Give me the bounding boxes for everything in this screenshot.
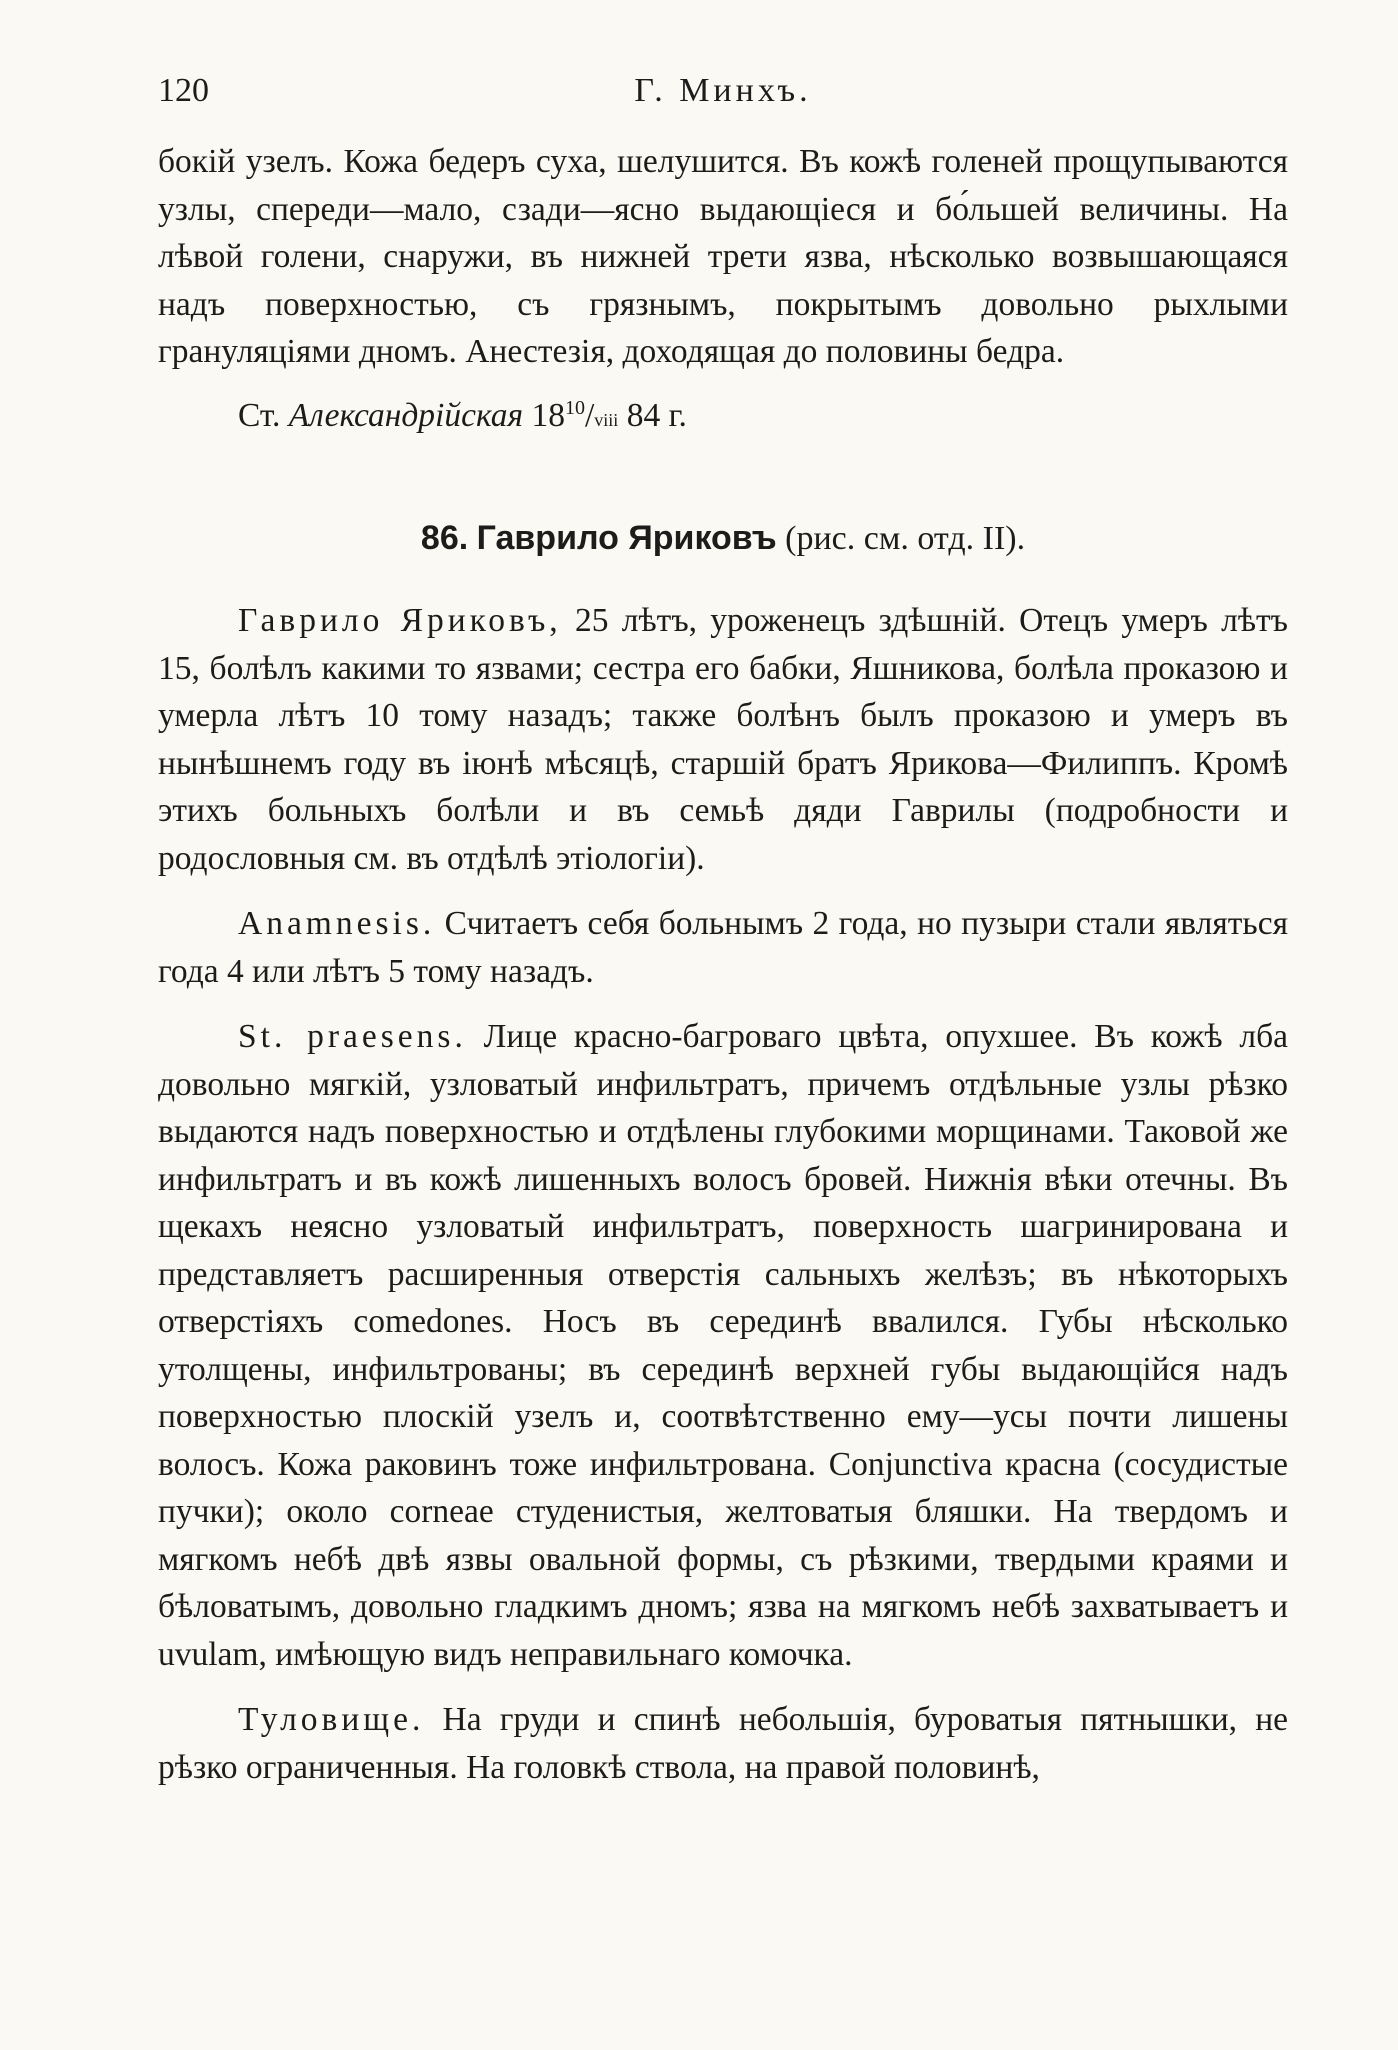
anamnesis-lead: Anamnesis. xyxy=(238,905,436,942)
anamnesis-paragraph xyxy=(158,900,1288,995)
status-praesens-text: Лице красно-багроваго цвѣта, опухшее. Въ кожѣ лба довольно мягкій, узловатый инфильтратъ, причемъ отдѣльные узлы рѣзко выдаются надъ поверхностью и отдѣлены глубокими морщинами. Таковой же инфильтратъ и въ кожѣ лишенныхъ волосъ бровей. Нижнія вѣки отечны. Въ щекахъ неясно узловатый инфильтратъ, поверхность шагринирована и представляетъ расширенныя отверстія сальныхъ желѣзъ; въ нѣкоторыхъ отверстіяхъ comedones. Носъ въ серединѣ ввалился. Губы нѣсколько утолщены, инфильтрованы; въ серединѣ верхней губы выдающійся надъ поверхностью плоскій узелъ и, соотвѣтственно ему—усы почти лишены волосъ. Кожа раковинъ тоже инфильтрована. Conjunctiva красна (сосудистые пучки); около corneae студенистыя, желтоватыя бляшки. На твердомъ и мягкомъ небѣ двѣ язвы овальной формы, съ рѣзкими, твердыми краями и бѣловатымъ, довольно гладкимъ дномъ; язва на мягкомъ небѣ захватываетъ и uvulam, имѣющую видъ неправильнаго комочка. xyxy=(158,1018,1288,1673)
signature-place: Александрійская xyxy=(288,396,524,434)
intro-paragraph: бокій узелъ. Кожа бедеръ суха, шелушится. Въ кожѣ голеней прощупываются узлы, спереди—мало, сзади—ясно выдающіеся и бо́льшей величины. На лѣвой голени, снаружи, въ нижней трети язва, нѣсколько возвышающаяся надъ поверхностью, съ грязнымъ, покрытымъ довольно рыхлыми грануляціями дномъ. Анестезія, доходящая до половины бедра. xyxy=(158,143,1288,370)
page-number: 120 xyxy=(158,72,209,109)
family-history-text: 25 лѣтъ, уроженецъ здѣшній. Отецъ умеръ лѣтъ 15, болѣлъ какими то язвами; сестра его бабки, Яшникова, болѣла проказою и умерла лѣтъ 10 тому назадъ; также болѣнъ былъ проказою и умеръ въ нынѣшнемъ году въ іюнѣ мѣсяцѣ, старшій братъ Ярикова—Филиппъ. Кромѣ этихъ больныхъ болѣли и въ семьѣ дяди Гаврилы (подробности и родословныя см. въ отдѣлѣ этіологіи). xyxy=(158,602,1288,877)
status-praesens-paragraph xyxy=(158,1013,1288,1678)
signature-date-day: 18 xyxy=(531,396,565,434)
signature-prefix: Ст. xyxy=(238,396,281,434)
signature-date-year: 84 г. xyxy=(626,396,687,434)
trunk-text: На груди и спинѣ небольшія, буроватыя пятнышки, не рѣзко ограниченныя. На головкѣ ствола, на правой половинѣ, xyxy=(158,1701,1288,1786)
status-praesens-lead: St. praesens. xyxy=(238,1018,467,1055)
document-page xyxy=(158,62,1288,1791)
trunk-paragraph xyxy=(158,1696,1288,1791)
running-title: Г. Минхъ. xyxy=(634,72,812,109)
signature-line: Ст. Александрійская $18^{10}$/viii 84 г. xyxy=(238,396,687,434)
family-history-paragraph xyxy=(158,597,1288,882)
anamnesis-text: Считаетъ себя больнымъ 2 года, но пузыри стали являться года 4 или лѣтъ 5 тому назадъ. xyxy=(158,905,1288,990)
case-heading xyxy=(158,514,1288,563)
signature-date-sup: 10 xyxy=(564,396,585,419)
trunk-lead: Туловище. xyxy=(238,1701,425,1738)
page-header xyxy=(158,62,1288,122)
case-note: (рис. см. отд. II). xyxy=(785,520,1026,557)
family-history-lead: Гаврило Яриковъ, xyxy=(238,602,562,639)
case-number: 86. xyxy=(420,519,469,557)
signature-date-month: viii xyxy=(594,409,619,430)
case-name: Гаврило Яриковъ xyxy=(476,519,777,557)
